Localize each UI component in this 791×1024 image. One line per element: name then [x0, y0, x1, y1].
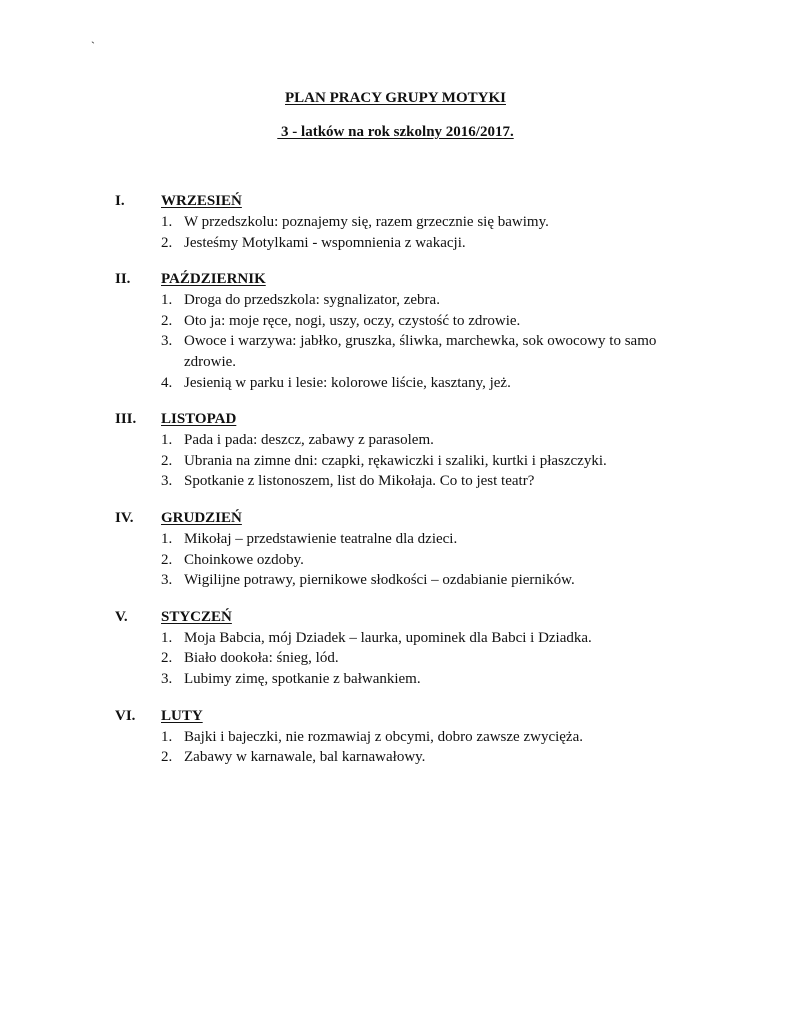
topic-number-cell — [115, 373, 184, 394]
topic-text: Droga do przedszkola: sygnalizator, zebra. — [184, 292, 440, 309]
topic-item — [115, 373, 715, 394]
topic-item — [115, 290, 715, 311]
topic-number-cell — [115, 628, 184, 649]
month-section — [115, 409, 715, 492]
topic-item — [115, 669, 715, 690]
topic-item — [115, 233, 715, 254]
topic-item — [115, 471, 715, 492]
topic-text: Pada i pada: deszcz, zabawy z parasolem. — [184, 432, 434, 449]
topic-item — [115, 331, 715, 372]
month-roman-numeral: II. — [115, 271, 131, 288]
month-heading — [115, 607, 715, 628]
topic-number: 2. — [161, 234, 173, 251]
topic-number: 1. — [161, 214, 173, 230]
topic-number-cell — [115, 747, 184, 768]
topic-text: Zabawy w karnawale, bal karnawałowy. — [184, 749, 426, 766]
monthly-plan — [115, 191, 715, 784]
topic-list — [115, 430, 715, 492]
topic-text: Mikołaj – przedstawienie teatralne dla dzieci. — [184, 530, 458, 547]
topic-item — [115, 648, 715, 669]
topic-text: Moja Babcia, mój Dziadek – laurka, upominek dla Babci i Dziadka. — [184, 629, 592, 646]
stray-mark: ` — [91, 39, 95, 53]
topic-number: 1. — [161, 530, 173, 547]
month-heading — [115, 269, 715, 290]
month-section — [115, 191, 715, 253]
topic-number-cell — [115, 331, 184, 372]
month-section — [115, 607, 715, 690]
topic-number-cell — [115, 311, 184, 332]
month-name: GRUDZIEŃ — [161, 509, 242, 526]
topic-number: 2. — [161, 452, 173, 469]
topic-number: 3. — [161, 473, 173, 490]
topic-text: Wigilijne potrawy, piernikowe słodkości – ozdabianie pierników. — [184, 572, 575, 589]
topic-text: Jesteśmy Motylkami - wspomnienia z wakacji. — [184, 234, 466, 251]
topic-number: 4. — [161, 374, 173, 391]
topic-list — [115, 290, 715, 393]
topic-list — [115, 727, 715, 768]
topic-item — [115, 550, 715, 571]
topic-number-cell — [115, 290, 184, 311]
topic-number: 2. — [161, 749, 173, 766]
topic-number: 2. — [161, 312, 173, 329]
month-section — [115, 706, 715, 768]
topic-number: 1. — [161, 292, 173, 309]
topic-number-cell — [115, 550, 184, 571]
topic-item — [115, 451, 715, 472]
topic-text: Lubimy zimę, spotkanie z bałwankiem. — [184, 670, 421, 687]
month-heading — [115, 706, 715, 727]
topic-text: Owoce i warzywa: jabłko, gruszka, śliwka, marchewka, sok owocowy to samo zdrowie. — [184, 333, 657, 370]
month-heading — [115, 508, 715, 529]
topic-text: Biało dookoła: śnieg, lód. — [184, 650, 339, 667]
topic-number: 1. — [161, 432, 173, 449]
topic-number: 3. — [161, 670, 173, 687]
topic-number-cell — [115, 648, 184, 669]
topic-number: 2. — [161, 650, 173, 667]
topic-number: 3. — [161, 333, 173, 350]
topic-text: Spotkanie z listonoszem, list do Mikołaja. Co to jest teatr? — [184, 473, 535, 490]
topic-number-cell — [115, 727, 184, 748]
topic-text: Choinkowe ozdoby. — [184, 551, 304, 568]
month-section — [115, 508, 715, 591]
topic-number: 1. — [161, 629, 173, 646]
topic-number: 1. — [161, 728, 173, 745]
month-roman-numeral: I. — [115, 193, 125, 209]
topic-text: Jesienią w parku i lesie: kolorowe liście, kasztany, jeż. — [184, 374, 511, 391]
topic-number: 3. — [161, 572, 173, 589]
document-subtitle: 3 - latków na rok szkolny 2016/2017. — [277, 124, 514, 140]
month-name: LUTY — [161, 707, 203, 724]
topic-number-cell — [115, 669, 184, 690]
month-section — [115, 269, 715, 393]
topic-item — [115, 628, 715, 649]
topic-number-cell — [115, 212, 184, 233]
month-name: STYCZEŃ — [161, 608, 232, 625]
topic-number-cell — [115, 471, 184, 492]
document-title: PLAN PRACY GRUPY MOTYKI — [285, 90, 506, 106]
topic-item — [115, 311, 715, 332]
topic-item — [115, 747, 715, 768]
month-name: LISTOPAD — [161, 411, 237, 428]
topic-item — [115, 570, 715, 591]
topic-item — [115, 529, 715, 550]
topic-number-cell — [115, 451, 184, 472]
topic-text: W przedszkolu: poznajemy się, razem grzecznie się bawimy. — [184, 214, 549, 230]
topic-number-cell — [115, 570, 184, 591]
topic-number-cell — [115, 233, 184, 254]
month-heading — [115, 191, 715, 212]
topic-list — [115, 628, 715, 690]
topic-text: Ubrania na zimne dni: czapki, rękawiczki i szaliki, kurtki i płaszczyki. — [184, 452, 607, 469]
topic-text: Bajki i bajeczki, nie rozmawiaj z obcymi, dobro zawsze zwycięża. — [184, 728, 583, 745]
topic-list — [115, 212, 715, 253]
topic-text: Oto ja: moje ręce, nogi, uszy, oczy, czystość to zdrowie. — [184, 312, 521, 329]
month-roman-numeral: V. — [115, 608, 128, 625]
topic-item — [115, 430, 715, 451]
topic-number: 2. — [161, 551, 173, 568]
month-roman-numeral: IV. — [115, 509, 134, 526]
topic-number-cell — [115, 430, 184, 451]
topic-list — [115, 529, 715, 591]
month-name: WRZESIEŃ — [161, 193, 242, 209]
month-roman-numeral: III. — [115, 411, 137, 428]
month-name: PAŹDZIERNIK — [161, 271, 266, 288]
topic-item — [115, 212, 715, 233]
month-heading — [115, 409, 715, 430]
topic-number-cell — [115, 529, 184, 550]
month-roman-numeral: VI. — [115, 707, 136, 724]
topic-item — [115, 727, 715, 748]
